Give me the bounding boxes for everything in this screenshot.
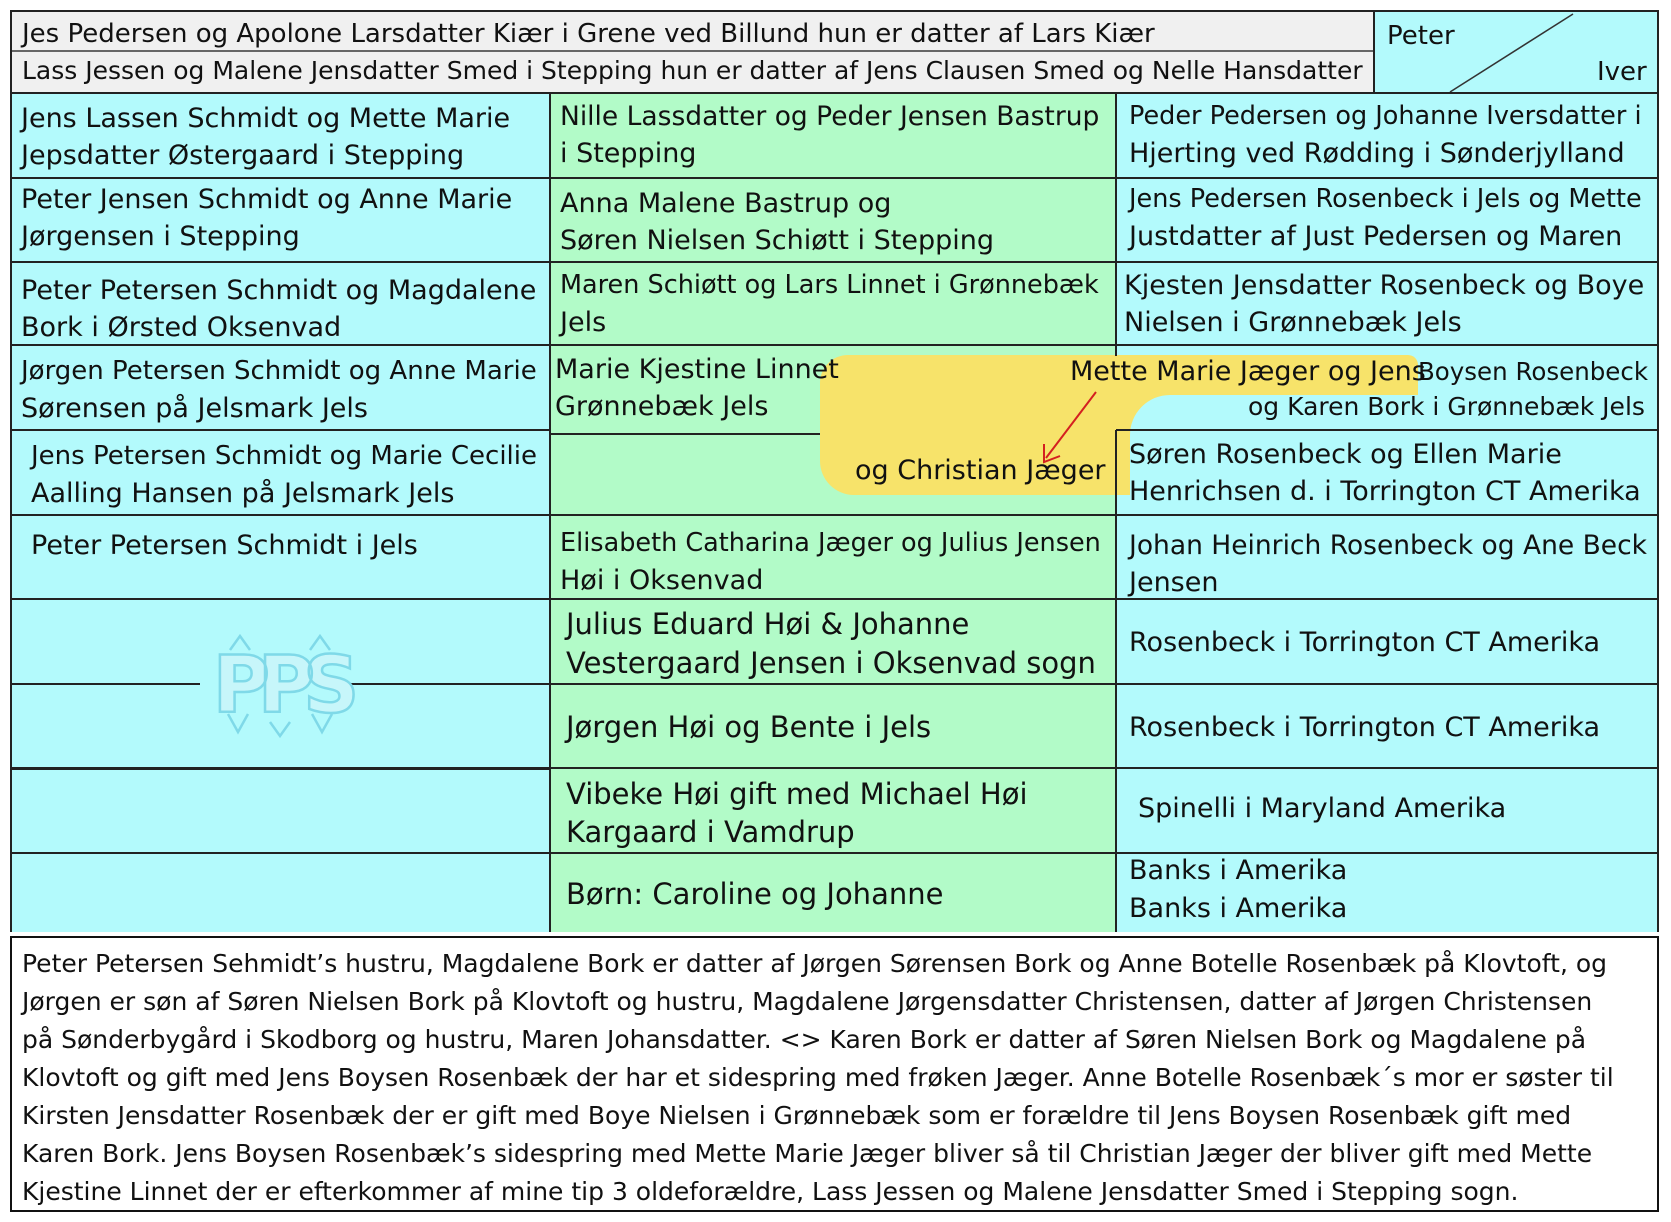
note-line-1: Peter Petersen Sehmidt’s hustru, Magdalene Bork er datter af Jørgen Sørensen Bork og Anne Botelle Rosenbæk på Klovtoft, og [22, 949, 1607, 978]
right-row-line-2 [1116, 261, 1659, 263]
left-row-line-4 [10, 429, 550, 431]
right-r5-line1: Søren Rosenbeck og Ellen Marie [1129, 439, 1562, 470]
right-r2-line2: Justdatter af Just Pedersen og Maren [1129, 221, 1623, 252]
mid-r2-line1: Anna Malene Bastrup og [560, 188, 892, 219]
highlight-text-top: Mette Marie Jæger og Jens [1070, 356, 1426, 387]
note-line-7: Kjestine Linnet der er efterkommer af mine tip 3 oldeforældre, Lass Jessen og Malene Jensdatter Smed i Stepping sogn. [22, 1177, 1519, 1206]
left-r6-line1: Peter Petersen Schmidt i Jels [31, 530, 418, 561]
right-r6-line2: Jensen [1129, 567, 1219, 598]
frame-left [10, 94, 12, 932]
header-line-1: Jes Pedersen og Apolone Larsdatter Kiær i Grene ved Billund hun er datter af Lars Kiær [22, 19, 1155, 49]
right-r1-line1: Peder Pedersen og Johanne Iversdatter i [1129, 101, 1642, 131]
left-r3-line1: Peter Petersen Schmidt og Magdalene [21, 275, 537, 306]
right-row-line-8 [1116, 767, 1659, 769]
header-row [10, 10, 1375, 94]
left-row-line-7a [10, 683, 200, 685]
mid-row-line-1 [550, 177, 1116, 179]
corner-label-bottom: Iver [1597, 57, 1647, 87]
note-line-3: på Sønderbygård i Skodborg og hustru, Maren Johansdatter. <> Karen Bork er datter af Søren Nielsen Bork og Magdalene på [22, 1025, 1587, 1054]
mid-r1-line1: Nille Lassdatter og Peder Jensen Bastrup [560, 101, 1100, 132]
left-row-line-8 [10, 767, 550, 770]
left-row-line-9 [10, 852, 550, 854]
mid-row-line-9 [550, 852, 1116, 854]
mid-r4-line1: Marie Kjestine Linnet [555, 354, 839, 385]
mid-r6-line2: Høi i Oksenvad [560, 565, 764, 596]
right-r1-line2: Hjerting ved Rødding i Sønderjylland [1129, 138, 1625, 169]
right-r4-line2: og Karen Bork i Grønnebæk Jels [1248, 392, 1645, 421]
arrow-icon [1030, 388, 1110, 478]
mid-row-line-5 [550, 514, 1116, 516]
note-line-4: Klovtoft og gift med Jens Boysen Rosenbæk der har et sidespring med frøken Jæger. Anne Botelle Rosenbæk´s mor er søster til [22, 1063, 1614, 1092]
pps-logo [200, 632, 360, 742]
left-r5-line1: Jens Petersen Schmidt og Marie Cecilie [31, 441, 537, 471]
left-r2-line1: Peter Jensen Schmidt og Anne Marie [21, 184, 513, 215]
mid-r10: Børn: Caroline og Johanne [566, 877, 944, 911]
right-r3-line1: Kjesten Jensdatter Rosenbeck og Boye [1124, 270, 1645, 301]
note-line-6: Karen Bork. Jens Boysen Rosenbæk’s sidespring med Mette Marie Jæger bliver så til Christian Jæger der bliver gift med Mette [22, 1139, 1593, 1168]
mid-r7-line2: Vestergaard Jensen i Oksenvad sogn [566, 646, 1096, 680]
right-r10-line2: Banks i Amerika [1129, 893, 1348, 924]
left-row-line-7b [350, 683, 550, 685]
right-r7: Rosenbeck i Torrington CT Amerika [1129, 627, 1601, 658]
mid-r9-line1: Vibeke Høi gift med Michael Høi [566, 777, 1028, 811]
left-row-line-5 [10, 514, 550, 516]
frame-right [1657, 94, 1659, 932]
left-r1-line2: Jepsdatter Østergaard i Stepping [21, 140, 465, 171]
right-r2-line1: Jens Pedersen Rosenbeck i Jels og Mette [1129, 184, 1642, 214]
left-r5-line2: Aalling Hansen på Jelsmark Jels [31, 478, 455, 509]
header-line-2: Lass Jessen og Malene Jensdatter Smed i Stepping hun er datter af Jens Clausen Smed og Nelle Hansdatter [22, 56, 1363, 85]
left-r4-line1: Jørgen Petersen Schmidt og Anne Marie [21, 356, 537, 386]
mid-r8: Jørgen Høi og Bente i Jels [566, 710, 932, 744]
right-r8: Rosenbeck i Torrington CT Amerika [1129, 712, 1601, 743]
right-row-line-7 [1116, 683, 1659, 685]
right-r9: Spinelli i Maryland Amerika [1138, 793, 1507, 824]
left-row-line-2 [10, 261, 550, 263]
col-sep-1 [549, 94, 551, 932]
right-r6-line1: Johan Heinrich Rosenbeck og Ane Beck [1129, 530, 1648, 561]
left-r1-line1: Jens Lassen Schmidt og Mette Marie [21, 103, 511, 134]
right-r3-line2: Nielsen i Grønnebæk Jels [1124, 307, 1462, 338]
right-r4-line1: Boysen Rosenbeck [1418, 357, 1649, 386]
mid-r1-line2: i Stepping [560, 138, 697, 169]
mid-r4-line2: Grønnebæk Jels [555, 391, 769, 422]
mid-row-line-4 [550, 433, 820, 435]
header-corner-cell [1375, 10, 1659, 94]
col-sep-2b [1115, 430, 1117, 932]
right-r10-line1: Banks i Amerika [1129, 855, 1348, 886]
mid-row-line-8 [550, 767, 1116, 769]
highlight-text-bottom: og Christian Jæger [855, 455, 1106, 486]
right-row-line-1 [1116, 177, 1659, 179]
mid-r7-line1: Julius Eduard Høi & Johanne [566, 607, 970, 641]
right-row-line-5 [1116, 514, 1659, 516]
left-r3-line2: Bork i Ørsted Oksenvad [21, 312, 342, 343]
left-r2-line2: Jørgensen i Stepping [21, 221, 300, 252]
mid-r2-line2: Søren Nielsen Schiøtt i Stepping [560, 225, 994, 256]
mid-row-line-2 [550, 261, 1116, 263]
note-box [10, 936, 1659, 1212]
mid-r6-line1: Elisabeth Catharina Jæger og Julius Jensen [560, 528, 1101, 558]
left-r4-line2: Sørensen på Jelsmark Jels [21, 393, 368, 424]
pps-logo-text: PPS [212, 641, 348, 731]
mid-r9-line2: Kargaard i Vamdrup [566, 815, 855, 849]
left-row-line-1 [10, 177, 550, 179]
note-line-2: Jørgen er søn af Søren Nielsen Bork på Klovtoft og hustru, Magdalene Jørgensdatter Christensen, datter af Jørgen Christensen [22, 987, 1593, 1016]
left-row-line-6 [10, 598, 550, 600]
mid-r3-line2: Jels [560, 307, 607, 338]
mid-r3-line1: Maren Schiøtt og Lars Linnet i Grønnebæk [560, 270, 1099, 300]
note-line-5: Kirsten Jensdatter Rosenbæk der er gift med Boye Nielsen i Grønnebæk som er forældre til Jens Boysen Rosenbæk gift med [22, 1101, 1572, 1130]
mid-row-line-7 [550, 683, 1116, 685]
right-r5-line2: Henrichsen d. i Torrington CT Amerika [1129, 476, 1641, 507]
mid-row-line-3 [550, 344, 1116, 346]
corner-label-top: Peter [1387, 21, 1455, 51]
col-sep-2a [1115, 94, 1117, 356]
right-row-line-4 [1116, 429, 1659, 431]
right-row-line-3 [1116, 344, 1659, 346]
